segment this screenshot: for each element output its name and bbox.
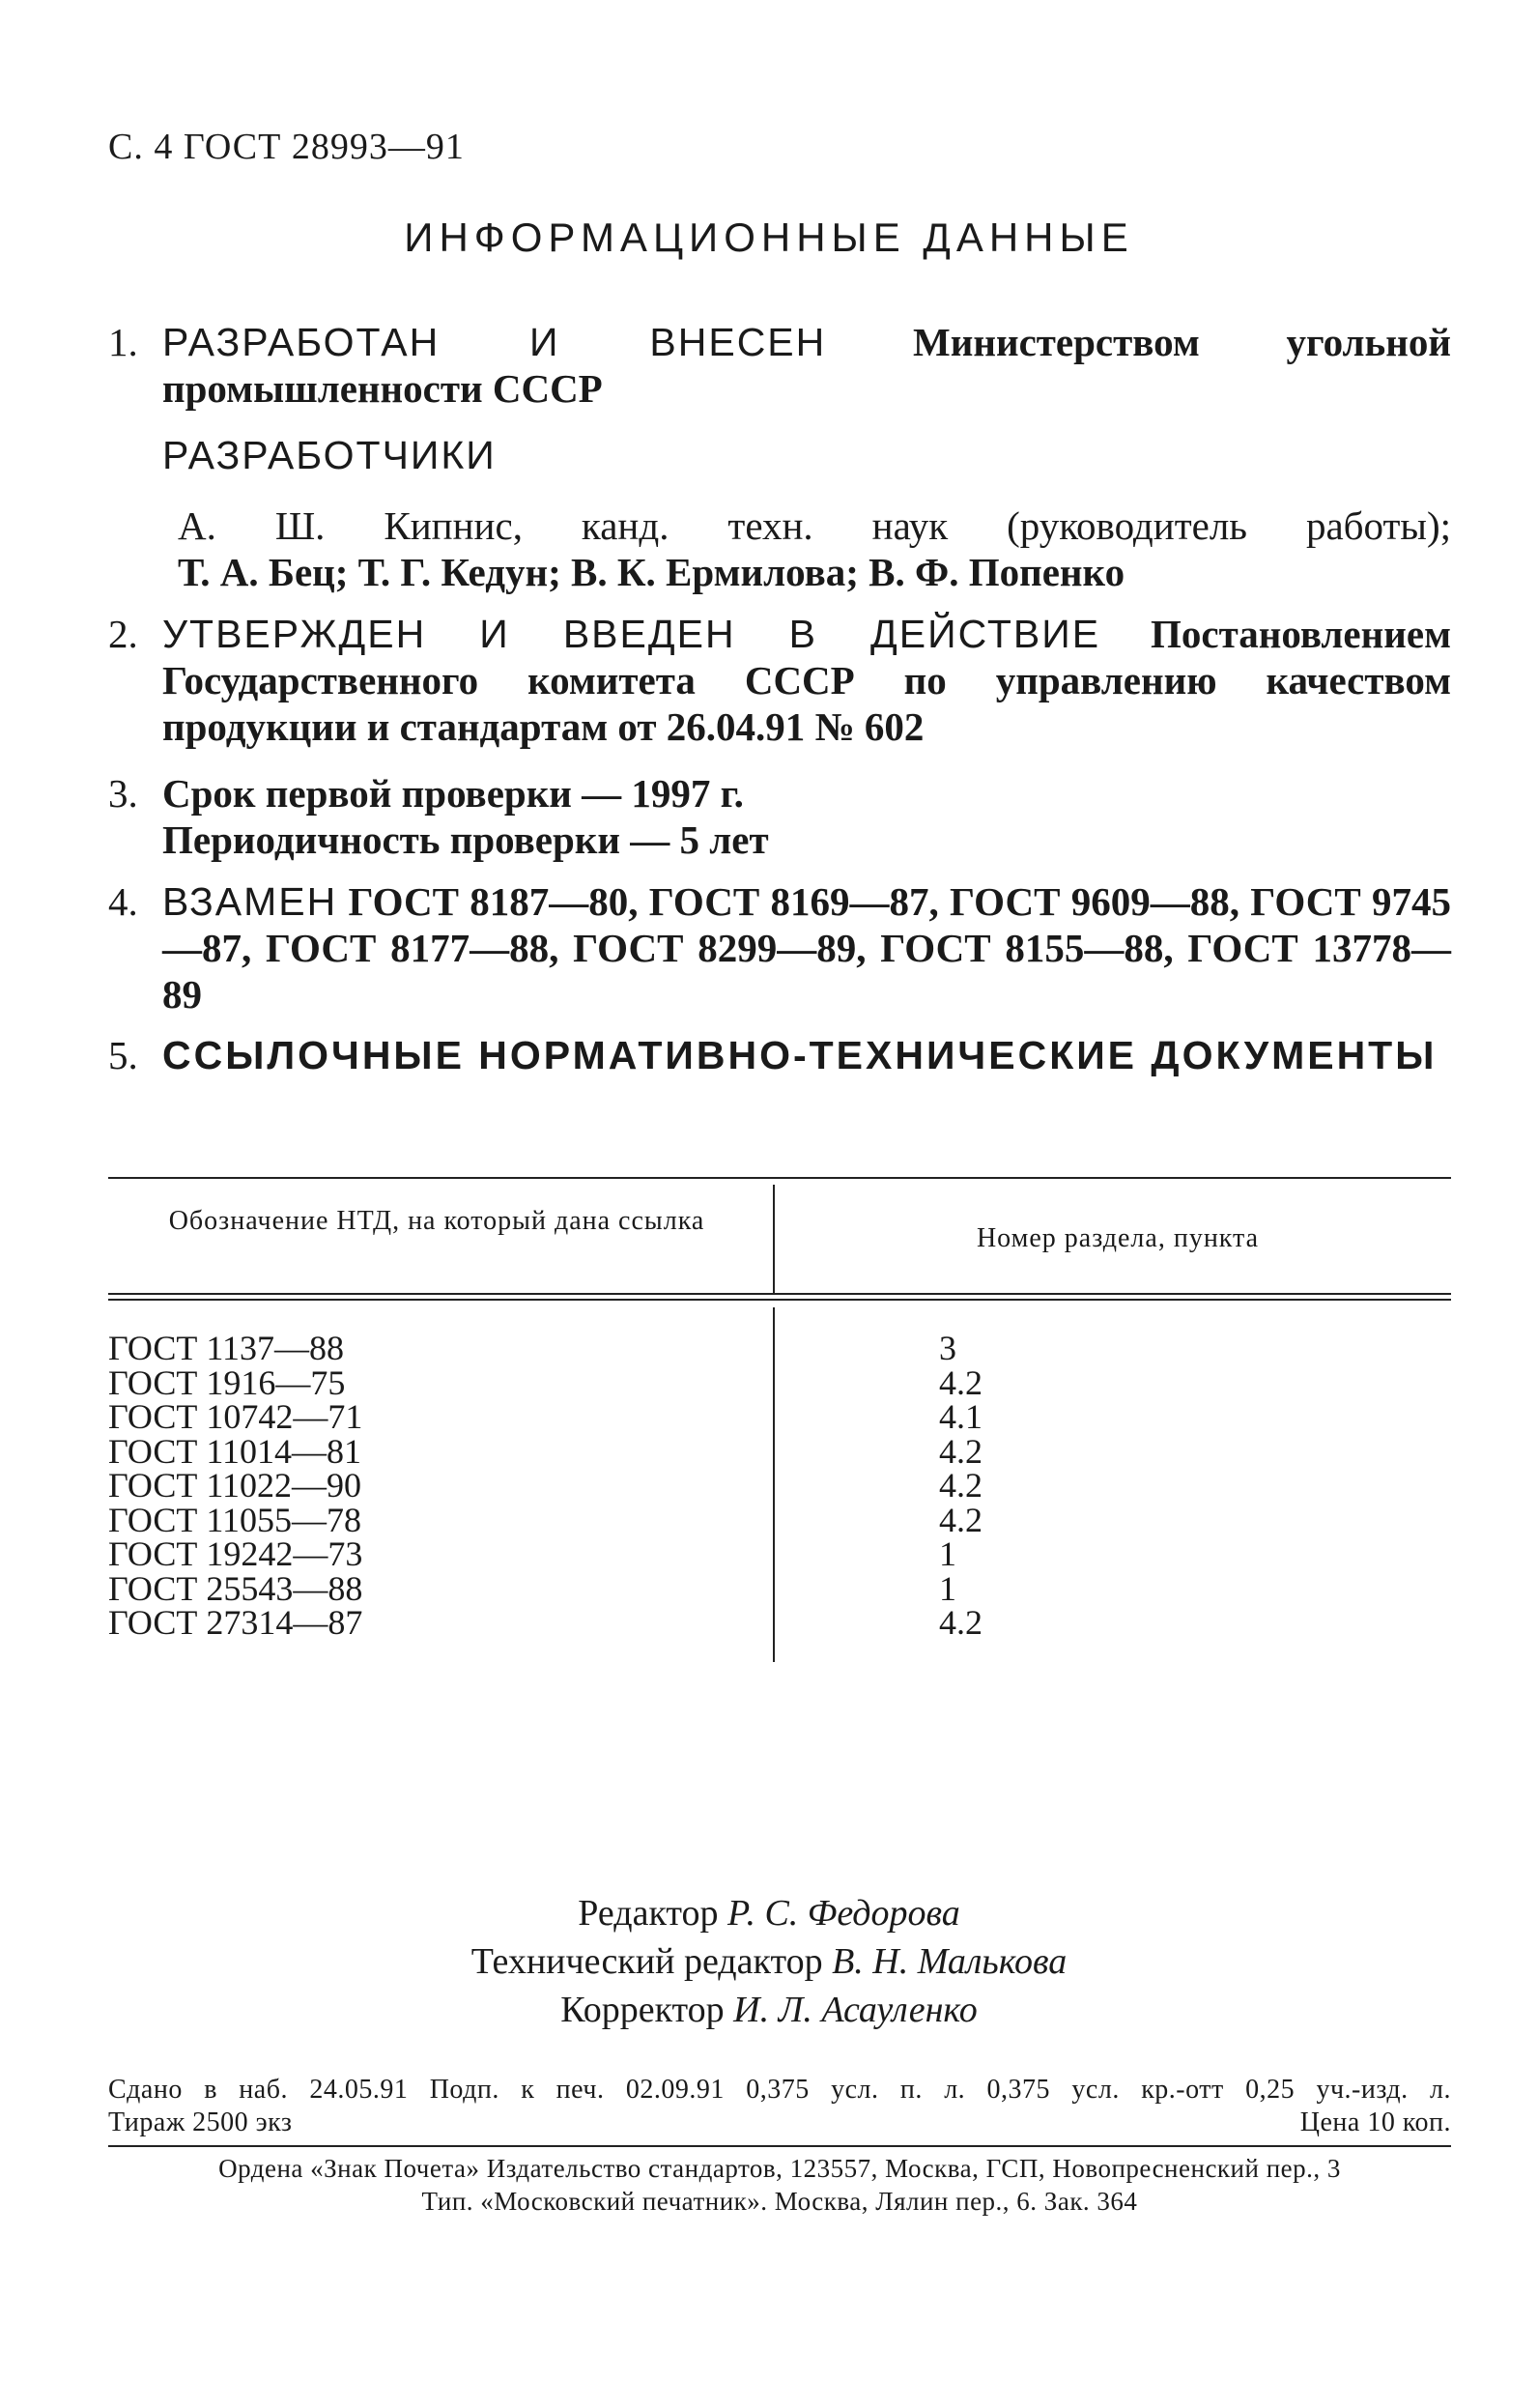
- table-cell-doc: ГОСТ 25543—88: [108, 1568, 363, 1608]
- developers-heading: РАЗРАБОТЧИКИ: [162, 433, 497, 477]
- credit-tech-editor-label: Технический редактор: [470, 1941, 823, 1982]
- table-cell-doc: ГОСТ 19242—73: [108, 1534, 363, 1573]
- table-cell-section: 4.2: [939, 1362, 983, 1402]
- table-cell-section: 1: [939, 1568, 956, 1608]
- credit-corrector: [0, 1986, 1538, 2034]
- table-row: [108, 1329, 1451, 1367]
- table-row: [108, 1603, 1451, 1642]
- table-cell-section: 4.1: [939, 1397, 983, 1436]
- item-4-text: ГОСТ 8187—80, ГОСТ 8169—87, ГОСТ 9609—88, ГОСТ 9745—87, ГОСТ 8177—88, ГОСТ 8299—89, ГОСТ 8155—88, ГОСТ 13778—89: [162, 879, 1451, 1017]
- item-2-text: Постановлением Государственного комитета СССР по управлению качеством продукции и стандартам от 26.04.91 № 602: [162, 612, 1452, 749]
- table-cell-section: 4.2: [939, 1603, 983, 1642]
- table-cell-doc: ГОСТ 27314—87: [108, 1603, 363, 1642]
- price: Цена 10 коп.: [1299, 2107, 1451, 2137]
- item-1-text: Министерством угольной промышленности СССР: [162, 320, 1451, 411]
- table-header-divider: [773, 1185, 775, 1293]
- credits: [0, 1889, 1538, 2034]
- table-cell-section: 3: [939, 1329, 956, 1367]
- table-row: [108, 1534, 1451, 1573]
- credit-tech-editor: [0, 1937, 1538, 1986]
- item-2-body: [162, 611, 1451, 750]
- table-header-doc: Обозначение НТД, на который дана ссылка: [168, 1206, 705, 1236]
- table-body: [108, 1329, 1451, 1642]
- credit-corrector-label: Корректор: [560, 1990, 725, 2030]
- table-row: [108, 1466, 1451, 1505]
- developers-line-1: А. Ш. Кипнис, канд. техн. наук (руководитель работы);: [178, 503, 1451, 548]
- table-cell-doc: ГОСТ 11022—90: [108, 1466, 362, 1505]
- table-cell-doc: ГОСТ 10742—71: [108, 1397, 363, 1436]
- item-3-line-1: Срок первой проверки — 1997 г.: [162, 771, 744, 816]
- page-header: С. 4 ГОСТ 28993—91: [108, 127, 465, 167]
- item-5-caps: ССЫЛОЧНЫЕ НОРМАТИВНО-ТЕХНИЧЕСКИЕ ДОКУМЕНТЫ: [162, 1033, 1438, 1077]
- table-row: [108, 1568, 1451, 1608]
- table-cell-doc: ГОСТ 11055—78: [108, 1500, 362, 1539]
- credit-editor: [0, 1889, 1538, 1937]
- table-row: [108, 1431, 1451, 1471]
- imprint-line-2: [108, 2107, 1451, 2139]
- table-cell-doc: ГОСТ 1916—75: [108, 1362, 346, 1402]
- item-5-body: [162, 1032, 1451, 1078]
- table-row: [108, 1362, 1451, 1402]
- item-4-caps: ВЗАМЕН: [162, 879, 338, 924]
- item-2-number: 2.: [108, 612, 138, 656]
- item-4-number: 4.: [108, 879, 138, 924]
- item-3-body: [162, 770, 1451, 863]
- page-title: ИНФОРМАЦИОННЫЕ ДАННЫЕ: [404, 215, 1134, 260]
- item-4-body: [162, 878, 1451, 1018]
- table-top-rule: [108, 1177, 1451, 1179]
- credit-editor-name: Р. С. Федорова: [727, 1893, 960, 1934]
- table-row: [108, 1500, 1451, 1539]
- table-cell-doc: ГОСТ 11014—81: [108, 1431, 362, 1471]
- publisher-line-2: Тип. «Московский печатник». Москва, Лялин пер., 6. Зак. 364: [421, 2187, 1138, 2216]
- reference-table: [108, 1177, 1451, 1662]
- imprint-line-1: Сдано в наб. 24.05.91 Подп. к печ. 02.09.91 0,375 усл. п. л. 0,375 усл. кр.-отт 0,25 уч.-изд. л.: [108, 2075, 1451, 2105]
- item-1-body: [162, 319, 1451, 412]
- table-cell-section: 4.2: [939, 1466, 983, 1505]
- item-1-caps: РАЗРАБОТАН И ВНЕСЕН: [162, 320, 827, 364]
- table-row: [108, 1397, 1451, 1436]
- table-cell-section: 4.2: [939, 1500, 983, 1539]
- table-header-rule-2: [108, 1299, 1451, 1301]
- item-3-number: 3.: [108, 771, 138, 816]
- table-header-rule-1: [108, 1293, 1451, 1295]
- developers-line-2: Т. А. Бец; Т. Г. Кедун; В. К. Ермилова; В. Ф. Попенко: [178, 550, 1125, 594]
- credit-editor-label: Редактор: [578, 1893, 719, 1934]
- item-3-line-2: Периодичность проверки — 5 лет: [162, 817, 769, 862]
- print-run: Тираж 2500 экз: [108, 2107, 293, 2137]
- publisher-line-1: Ордена «Знак Почета» Издательство стандартов, 123557, Москва, ГСП, Новопресненский пер., 3: [218, 2154, 1341, 2183]
- footer-rule: [108, 2145, 1451, 2147]
- credit-tech-editor-name: В. Н. Малькова: [832, 1941, 1068, 1982]
- table-cell-doc: ГОСТ 1137—88: [108, 1329, 345, 1367]
- item-1-number: 1.: [108, 320, 138, 364]
- table-header-section: Номер раздела, пункта: [976, 1223, 1260, 1253]
- item-2-caps: УТВЕРЖДЕН И ВВЕДЕН В ДЕЙСТВИЕ: [162, 612, 1101, 656]
- table-cell-section: 1: [939, 1534, 956, 1573]
- publisher-footer: [108, 2152, 1451, 2218]
- item-5-number: 5.: [108, 1033, 138, 1077]
- credit-corrector-name: И. Л. Асауленко: [733, 1990, 978, 2030]
- table-cell-section: 4.2: [939, 1431, 983, 1471]
